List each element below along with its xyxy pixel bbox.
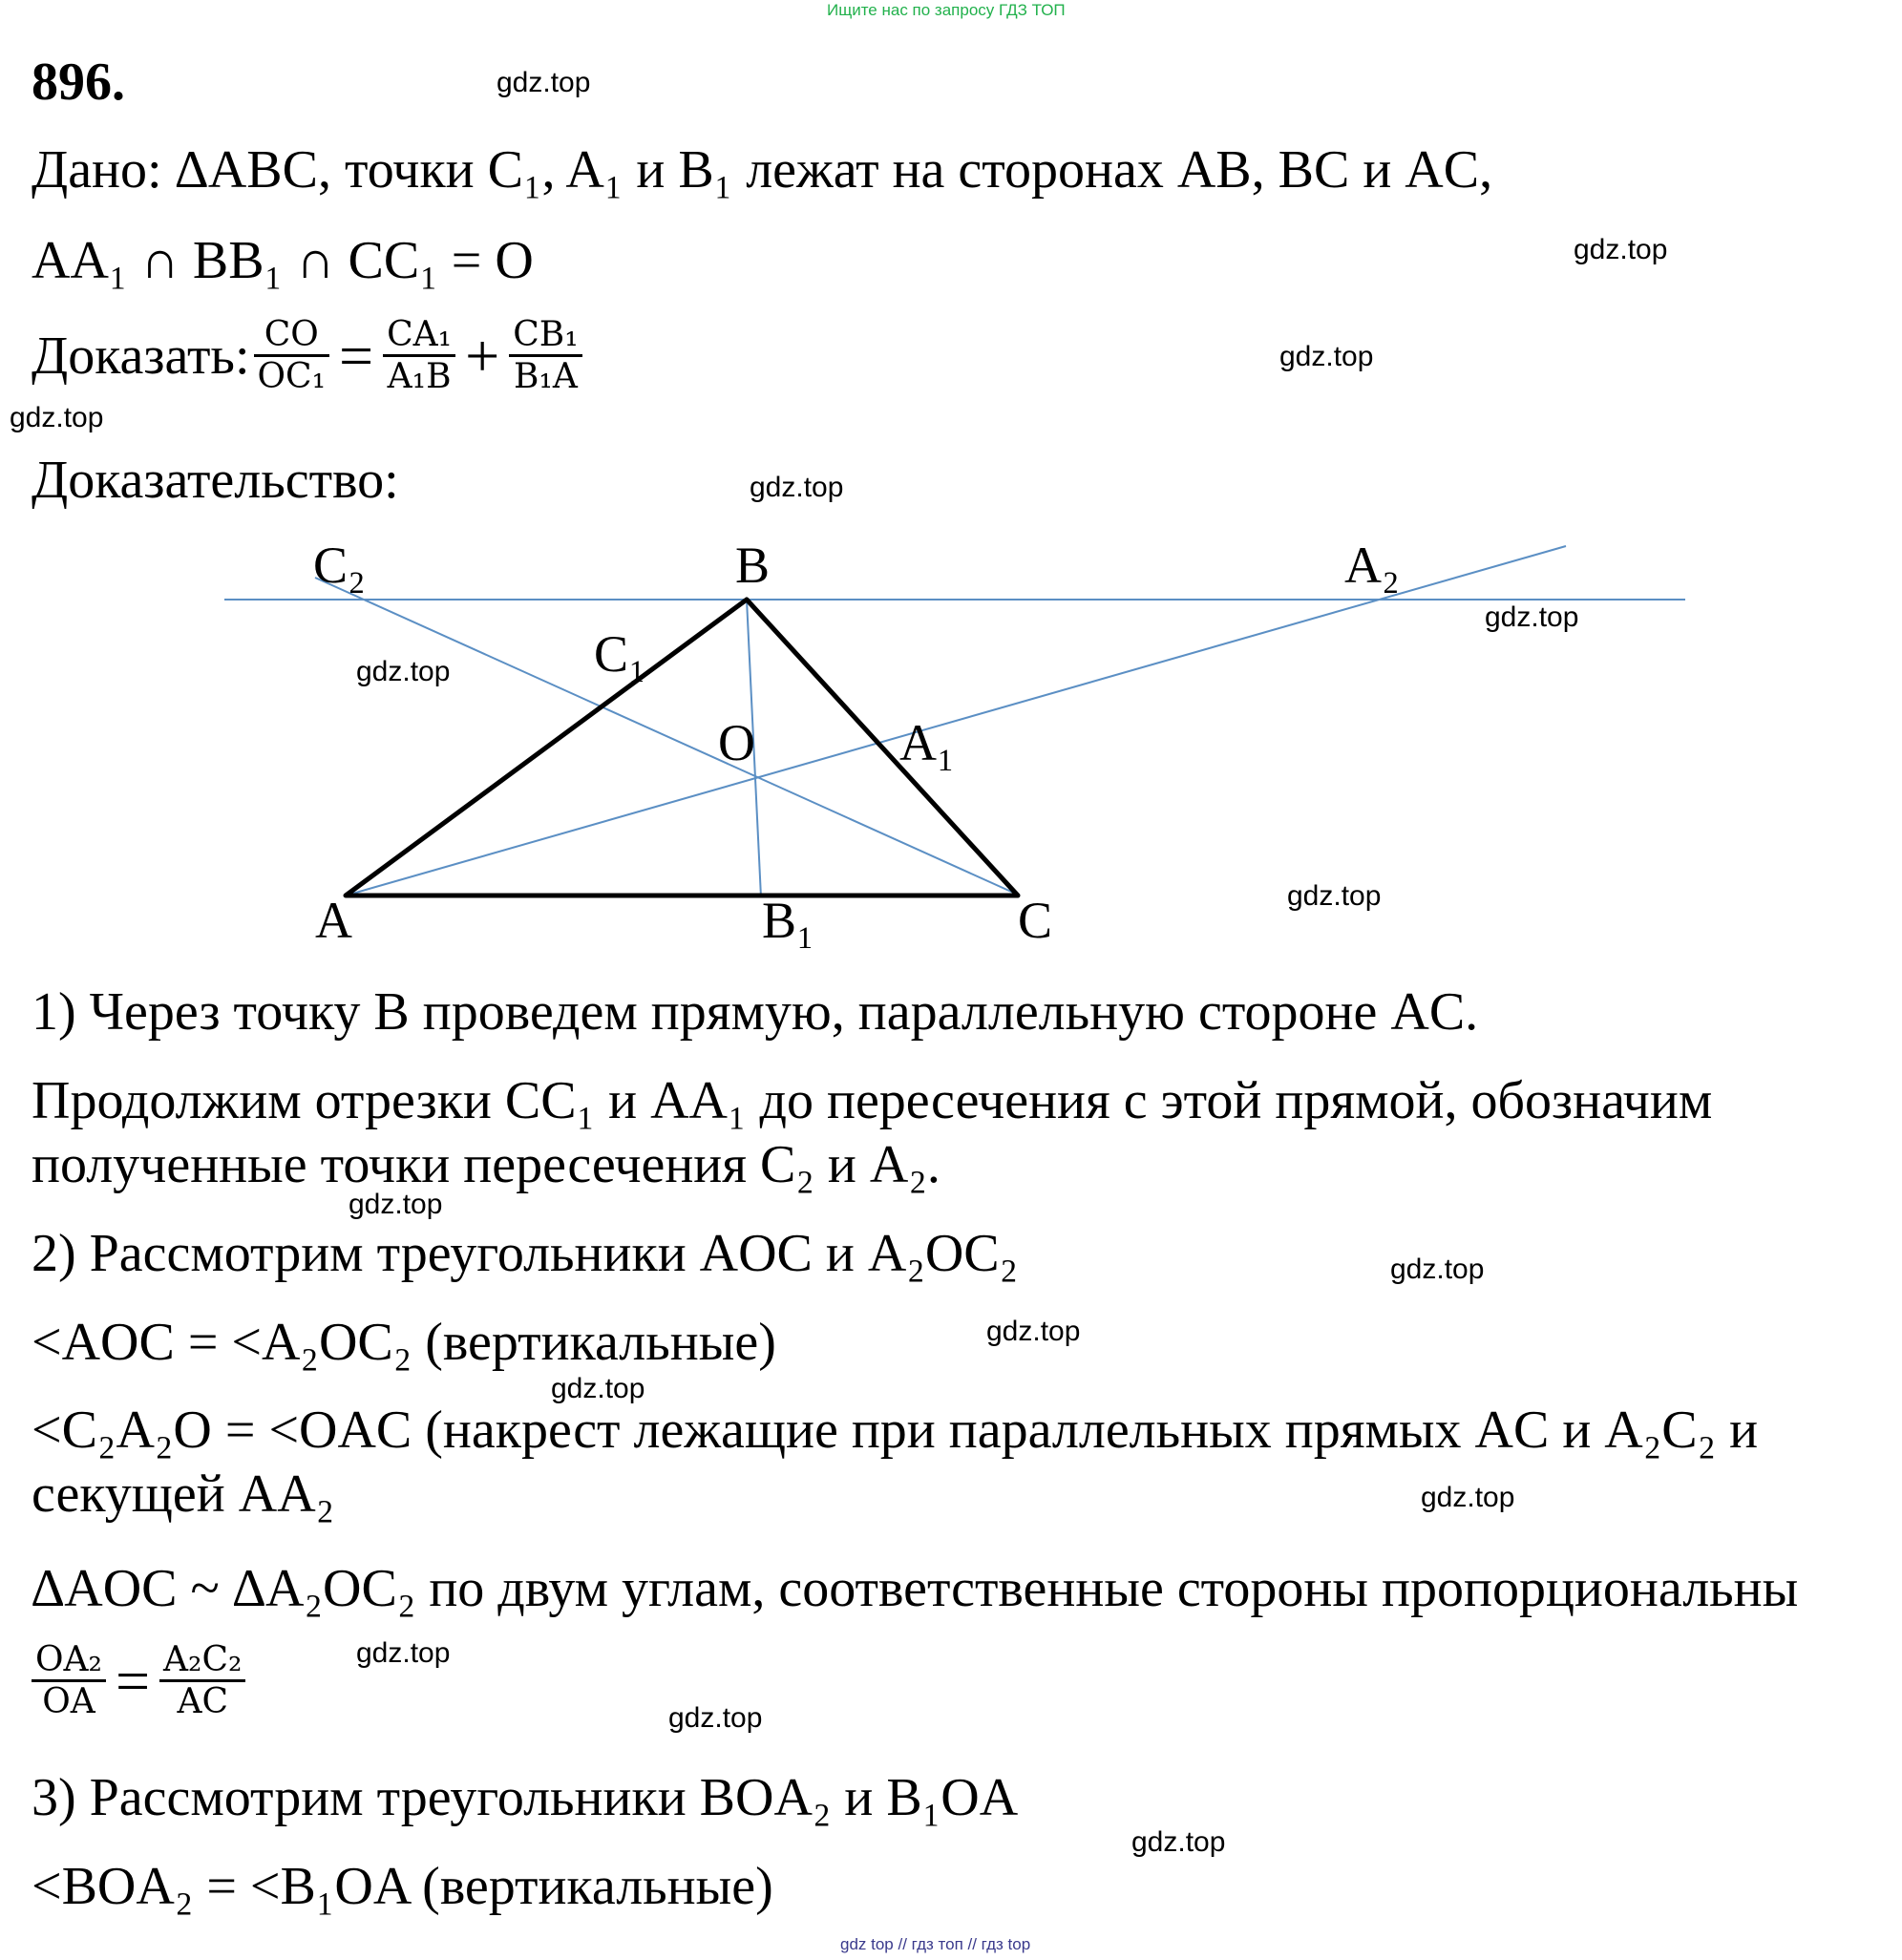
label-a1: A₁ — [899, 714, 955, 771]
fraction-ca1-a1b — [383, 315, 455, 397]
step-2-alternate-angles-line-2: секущей AA₂ — [32, 1465, 335, 1524]
label-a: A — [315, 892, 352, 949]
label-b1: B₁ — [762, 892, 814, 949]
line-a-a2 — [346, 546, 1566, 896]
task-number: 896. — [32, 53, 125, 112]
step-3: 3) Рассмотрим треугольники BOA₂ и B₁OA — [32, 1768, 1019, 1827]
watermark: gdz.top — [668, 1702, 763, 1734]
watermark: gdz.top — [1131, 1826, 1226, 1858]
step-2: 2) Рассмотрим треугольники AOC и A₂OC₂ — [32, 1224, 1019, 1283]
fraction-oa2-oa — [32, 1640, 106, 1722]
watermark: gdz.top — [986, 1316, 1081, 1347]
label-c1: C₁ — [594, 625, 646, 683]
watermark: gdz.top — [1485, 601, 1579, 633]
label-c2: C₂ — [313, 537, 366, 594]
watermark: gdz.top — [1574, 234, 1668, 265]
watermark: gdz.top — [1279, 341, 1374, 372]
watermark: gdz.top — [10, 402, 104, 433]
fraction-denominator: OA — [42, 1682, 95, 1722]
step-2-proportion — [32, 1640, 249, 1722]
fraction-numerator: OA₂ — [32, 1640, 106, 1682]
step-1-continuation-line-2: полученные точки пересечения C₂ и A₂. — [32, 1135, 940, 1194]
watermark: gdz.top — [551, 1373, 645, 1404]
plus-sign: + — [465, 321, 500, 390]
step-3-angle-equality: <BOA₂ = <B₁OA (вертикальные) — [32, 1857, 773, 1916]
step-1: 1) Через точку B проведем прямую, параллельную стороне AC. — [32, 982, 1479, 1042]
prove-statement — [32, 315, 586, 397]
watermark: gdz.top — [750, 472, 844, 503]
fraction-numerator: CA₁ — [383, 315, 455, 357]
label-a2: A₂ — [1344, 537, 1400, 594]
footer-note: gdz top // гдз топ // гдз top — [840, 1935, 1031, 1953]
fraction-co-oc1 — [254, 315, 330, 397]
equals-sign: = — [339, 321, 374, 390]
proof-label: Доказательство: — [32, 451, 399, 510]
fraction-a2c2-ac — [159, 1640, 245, 1722]
equals-sign: = — [115, 1646, 151, 1715]
label-c: C — [1018, 892, 1053, 949]
given-line-2: AA₁ ∩ BB₁ ∩ CC₁ = O — [32, 231, 534, 290]
fraction-denominator: AC — [177, 1682, 229, 1722]
prove-label: Доказать: — [32, 326, 250, 386]
fraction-denominator: A₁B — [387, 357, 452, 397]
watermark: gdz.top — [497, 67, 591, 98]
watermark: gdz.top — [1390, 1254, 1485, 1285]
step-2-alternate-angles-line-1: <C₂A₂O = <OAC (накрест лежащие при параллельных прямых AC и A₂C₂ и — [32, 1401, 1759, 1460]
fraction-cb1-b1a — [509, 315, 581, 397]
watermark: gdz.top — [356, 1637, 451, 1669]
fraction-numerator: CO — [254, 315, 330, 357]
step-2-similarity: ∆AOC ~ ∆A₂OC₂ по двум углам, соответственные стороны пропорциональны — [32, 1559, 1799, 1618]
fraction-denominator: OC₁ — [257, 357, 327, 397]
watermark: gdz.top — [1421, 1482, 1515, 1513]
fraction-denominator: B₁A — [513, 357, 578, 397]
given-line-1: Дано: ∆ABC, точки C₁, A₁ и B₁ лежат на сторонах AB, BC и AC, — [32, 140, 1493, 200]
label-b: B — [735, 537, 771, 594]
step-2-angle-equality: <AOC = <A₂OC₂ (вертикальные) — [32, 1313, 776, 1372]
fraction-numerator: CB₁ — [509, 315, 581, 357]
geometry-figure — [0, 516, 1902, 964]
watermark: gdz.top — [349, 1189, 443, 1220]
watermark: gdz.top — [356, 656, 451, 687]
top-search-note: Ищите нас по запросу ГДЗ ТОП — [827, 1, 1066, 19]
step-1-continuation-line-1: Продолжим отрезки CC₁ и AA₁ до пересечения с этой прямой, обозначим — [32, 1071, 1713, 1130]
fraction-numerator: A₂C₂ — [159, 1640, 245, 1682]
watermark: gdz.top — [1287, 880, 1382, 912]
label-o: O — [718, 714, 755, 771]
